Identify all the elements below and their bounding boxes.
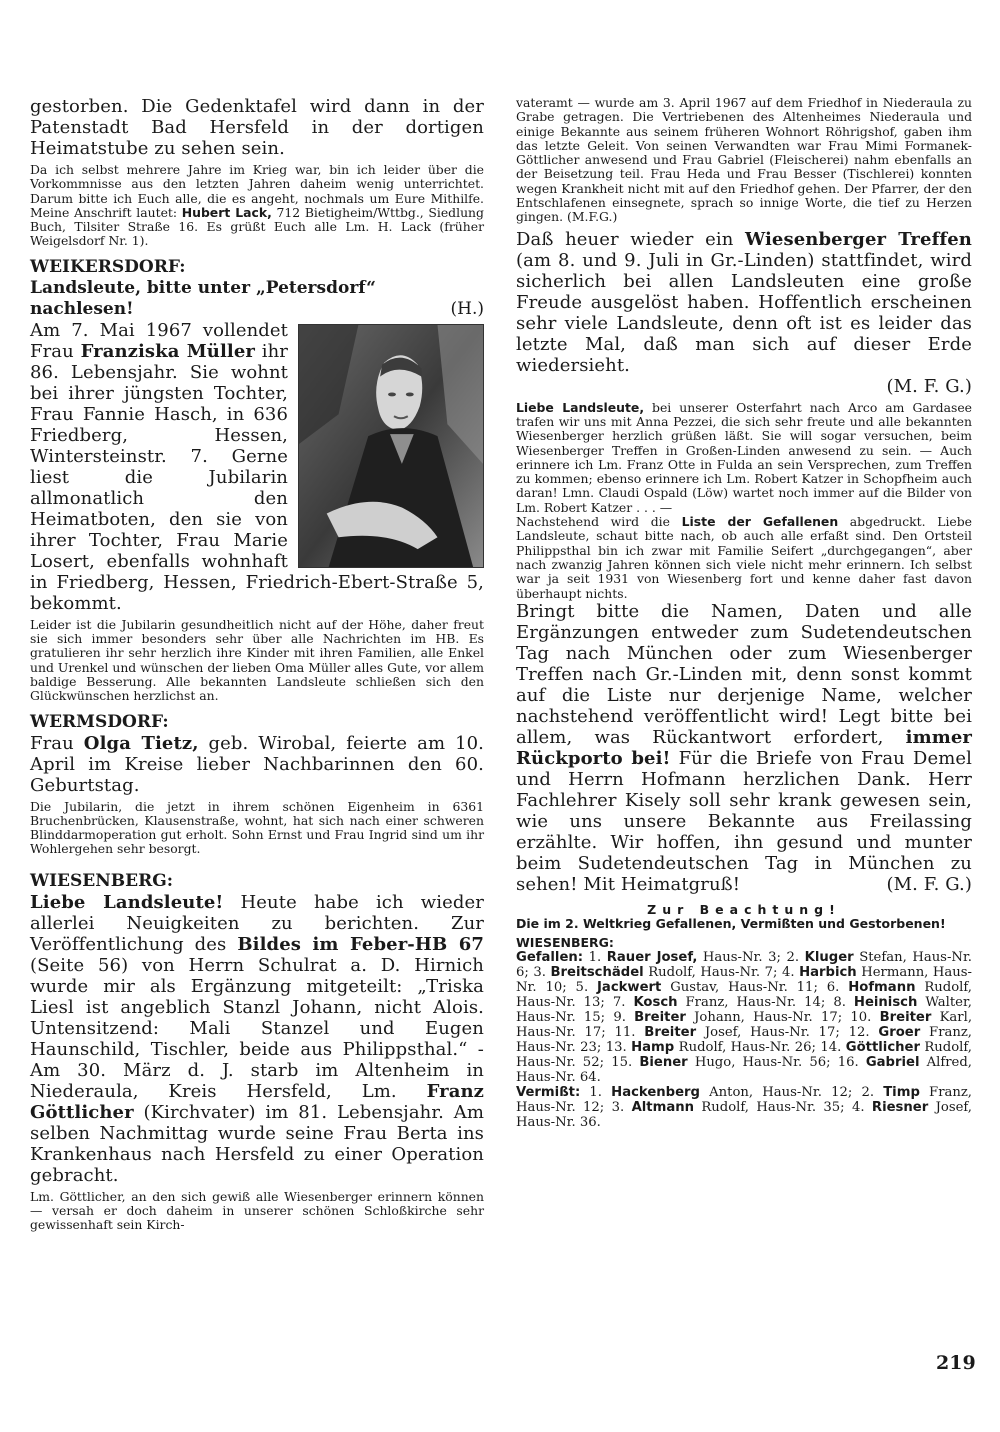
section-heading-wiesenberg: WIESENBERG: [30,870,174,891]
text: Heute habe ich wieder allerlei Neuigkeiten zu berichten. Zur Veröffentlichung des [30,891,484,955]
paragraph-wermsdorf [30,733,484,796]
text-bold: Liste der Gefallenen [681,514,839,530]
name-bold: Franz Göttlicher [30,1080,484,1123]
list-items [516,1085,972,1130]
left-column [30,96,484,1233]
greeting-bold: Liebe Landsleute, [516,399,645,415]
list-item-number: 6. [817,980,849,996]
list-item-details: Haus-Nr. 3; [697,950,781,966]
list-item-number: 12. [839,1025,879,1041]
list-item-number: 9. [605,1010,635,1026]
notice-subtitle: Die im 2. Weltkrieg Gefallenen, Vermißten und Gestorbenen! [516,916,946,932]
text: Da ich selbst mehrere Jahre im Krieg war, bin ich leider über die Vorkommnisse aus den letzten Jahren daheim wenig unterrichtet. Darum bitte ich Euch alle, die es angeht, nochmals um Eure Mithilfe. Meine Anschrift lautet: [30,162,484,220]
list-item-surname: Hackenberg [611,1085,700,1101]
text: geb. Wirobal, feierte am 10. April im Kreise lieber Nachbarinnen den 60. Geburtstag. [30,732,485,796]
list-item-details: Rudolf, Haus-Nr. 52; [516,1040,973,1071]
text: Nachstehend wird die [516,514,682,530]
paragraph-small [516,401,972,515]
list-item-details: Franz, Haus-Nr. 23; [516,1025,972,1056]
greeting-bold: Liebe Landsleute! [30,891,224,913]
list-item-surname: Groer [878,1025,921,1041]
list-item-details: Rudolf, Haus-Nr. 26; [674,1040,816,1056]
list-item-surname: Timp [883,1085,920,1101]
list-item-details: Josef, Haus-Nr. 17; [696,1025,840,1041]
list-item-number: 2. [780,950,805,966]
text: Daß heuer wieder ein [516,228,745,250]
paragraph-small: vateramt — wurde am 3. April 1967 auf dem Friedhof in Niederaula zu Grabe getragen. Die Vertriebenen des Altenheimes Niederaula und einige Bekannte aus seinem früheren Wohnort Röhrigshof, gaben ihm das letzte Geleit. Von seinen Verwandten war Frau Mimi Formanek-Göttlicher anwesend und Frau Gabriel (Fleischerei) nahm ebenfalls an der Beisetzung teil. Frau Heda und Frau Besser (Tischlerei) konnten wegen Krankheit nicht mit auf den Friedhof gehen. Der Pfarrer, der den Entschlafenen einsegnete, sprach so innige Worte, die tief zu Herzen gingen. (M.F.G.) [516,95,972,225]
section-heading-wermsdorf: WERMSDORF: [30,711,169,732]
list-item-number: 14. [815,1040,846,1056]
portrait-photo [298,324,484,568]
list-item-number: 15. [604,1055,640,1071]
right-column [516,96,972,1130]
list-items [516,950,972,1085]
list-item-number: 1. [583,950,607,966]
list-item-details: Gustav, Haus-Nr. 11; [661,980,818,996]
list-item-surname: Hamp [631,1040,675,1056]
list-item-details: Karl, Haus-Nr. 17; [516,1010,973,1041]
list-item-number: 4. [844,1100,872,1116]
list-item-surname: Heinisch [853,995,918,1011]
list-item-details: Johann, Haus-Nr. 17; [685,1010,843,1026]
notice-heading-wiesenberg: WIESENBERG: [516,934,614,950]
list-item-number: 1. [580,1085,612,1101]
list-item-surname: Kosch [633,995,678,1011]
text: Für die Briefe von Frau Demel und Herrn Hofmann herzlichen Dank. Herr Fachlehrer Kisely soll sehr krank gewesen sein, wie uns unsere Bekannte aus Freilassing erzählte. Wir hoffen, ihn gesund und munter beim Sudetendeutschen Tag in München zu sehen! Mit Heimatgruß! [516,747,972,895]
paragraph-bringt [516,601,972,895]
list-gefallen [516,950,972,1085]
section-subheading [30,278,484,320]
list-item-details: Rudolf, Haus-Nr. 7; [643,965,778,981]
list-item-number: 3. [528,965,551,981]
text-bold: Bildes im Feber-HB 67 [237,933,484,955]
paragraph-small [30,163,484,249]
text: abgedruckt. Liebe Landsleute, schaut bitte nach, ob auch alle erfaßt sind. Den Ortsteil Philippsthal bin ich zwar mit Familie Seifert „durchgegangen“, aber nach zwanzig Jahren können sich viele nicht mehr erinnern. Ich selbst war ja seit 1931 von Wiesenberg fort und kenne daher fast davon überhaupt nichts. [516,514,973,601]
list-item-surname: Breiter [634,1010,686,1026]
list-item-details: Stefan, Haus-Nr. 6; [516,950,972,981]
list-item-details: Franz, Haus-Nr. 12; [516,1085,972,1116]
list-item-details: Hermann, Haus-Nr. 10; [516,965,972,996]
list-item-details: Franz, Haus-Nr. 14; [677,995,826,1011]
text: Bringt bitte die Namen, Daten und alle Ergänzungen entweder zum Sudetendeutschen Tag nach München oder zum Wiesenberger Treffen nach Gr.-Linden mit, denn sonst kommt auf die Liste nur derjenige Name, welcher nachstehend veröffentlicht wird! Legt bitte bei allem, was Rückantwort erfordert, [516,600,972,748]
section-heading-weikersdorf: WEIKERSDORF: [30,256,186,277]
list-item-surname: Jackwert [597,980,662,996]
list-item-details: Walter, Haus-Nr. 15; [516,995,972,1026]
paragraph: gestorben. Die Gedenktafel wird dann in der Patenstadt Bad Hersfeld in der dortigen Heimatstube zu sehen sein. [30,96,484,159]
list-label: Gefallen: [516,950,584,966]
paragraph-wiesenberg [30,892,484,1186]
text: bei unserer Osterfahrt nach Arco am Gardasee trafen wir uns mit Anna Pezzei, die sich sehr freute und alle bekannten Wiesenberger herzlich grüßen läßt. Sie will sogar versuchen, beim Wiesenberger Treffen in Großen-Linden anwesend zu sein. — Auch erinnere ich Lm. Franz Otte in Fulda an sein Versprechen, zum Treffen zu kommen; ebenso erinnere ich Lm. Robert Katzer in Schopfheim auch daran! Lmn. Claudi Ospald (Löw) wartet noch immer auf die Bilder von Lm. Robert Katzer . . . — [516,399,972,515]
list-item-surname: Riesner [871,1100,929,1116]
list-item-surname: Breiter [879,1010,932,1026]
paragraph-small: Leider ist die Jubilarin gesundheitlich nicht auf der Höhe, daher freut sie sich immer besonders sehr über alle Nachrichten im HB. Es gratulieren ihr sehr herzlich ihre Kinder mit ihren Familien, alle Enkel und Urenkel und wünschen der lieben Oma Müller alles Gute, vor allem baldige Besserung. Alle bekannten Landsleute schließen sich den Glückwünschen herzlichst an. [30,616,484,704]
list-item-number: 7. [604,995,634,1011]
list-item-details: Anton, Haus-Nr. 12; [700,1085,853,1101]
page-number: 219 [936,1352,976,1374]
list-item-details: Hugo, Haus-Nr. 56; [687,1055,831,1071]
notice-title: Zur Beachtung! [647,901,841,917]
list-item-surname: Breiter [644,1025,697,1041]
list-item-number: 5. [566,980,598,996]
list-item-number: 4. [777,965,800,981]
list-item-number: 3. [604,1100,632,1116]
paragraph-small: Die Jubilarin, die jetzt in ihrem schönen Eigenheim in 6361 Bruchenbrücken, Klausenstraße, wohnt, hat sich nach einer schweren Blinddarmoperation gut erholt. Sohn Ernst und Frau Ingrid sind um ihr Wohlergehen sehr besorgt. [30,798,484,857]
list-item-number: 2. [852,1085,884,1101]
list-item-surname: Harbich [799,965,857,981]
list-item-details: Josef, Haus-Nr. 36. [516,1100,972,1131]
list-item-surname: Kluger [804,950,854,966]
text: (am 8. und 9. Juli in Gr.-Linden) stattfindet, wird sicherlich bei allen Landsleuten eine große Freude ausgelöst haben. Hoffentlich erscheinen sehr viele Landsleute, denn oft ist es leider das letzte Mal, daß man sich auf dieser Erde wiedersieht. [516,249,972,376]
list-label: Vermißt: [516,1085,581,1101]
list-item-details: Rudolf, Haus-Nr. 35; [694,1100,845,1116]
list-item-surname: Gabriel [865,1055,920,1071]
list-item-number: 8. [825,995,854,1011]
signature: (M. F. G.) [886,375,972,397]
text: ihr 86. Lebensjahr. Sie wohnt bei ihrer jüngsten Tochter, Frau Fannie Hasch, in 636 Friedberg, Hessen, Wintersteinstr. 7. Gerne liest die Jubilarin allmonatlich den Heimatboten, den sie von ihrer Tochter, Frau Marie Losert, ebenfalls wohnhaft in Friedberg, Hessen, Friedrich-Ebert-Straße 5, bekommt. [30,340,484,614]
list-item-surname: Rauer Josef, [606,950,698,966]
name-bold: Franziska Müller [80,340,255,362]
signature: (H.) [450,298,484,319]
text: Landsleute, bitte unter „Petersdorf“ nachlesen! [30,277,376,319]
list-item-surname: Göttlicher [845,1040,920,1056]
name-bold: Olga Tietz, [83,732,199,754]
signature: (M. F. G.) [886,873,972,895]
text-bold: Wiesenberger Treffen [745,228,972,250]
list-item-surname: Altmann [631,1100,695,1116]
text: (Seite 56) von Herrn Schulrat a. D. Hirnich wurde mir als Ergänzung mitgeteilt: „Triska Liesl ist angeblich Stanzl Johann, nicht Alois. Untensitzend: Mali Stanzel und Eugen Haunschild, Tischler, beide aus Philippsthal.“ - Am 30. März d. J. starb im Altenheim in Niederaula, Kreis Hersfeld, Lm. [30,954,484,1102]
list-item-details: Alfred, Haus-Nr. 64. [516,1055,972,1086]
list-item-surname: Biener [639,1055,688,1071]
list-item-number: 11. [605,1025,645,1041]
text: 712 Bietigheim/Wttbg., Siedlung Buch, Tilsiter Straße 16. Es grüßt Euch alle Lm. H. Lack (früher Weigelsdorf Nr. 1). [30,204,484,249]
list-item-number: 10. [842,1010,880,1026]
text: (Kirchvater) im 81. Lebensjahr. Am selben Nachmittag wurde seine Frau Berta ins Krankenhaus nach Hersfeld zu einer Operation gebracht. [30,1101,484,1186]
list-item-surname: Breitschädel [550,965,644,981]
list-item-number: 13. [601,1040,632,1056]
list-item-details: Rudolf, Haus-Nr. 13; [516,980,972,1011]
paragraph-small: Lm. Göttlicher, an den sich gewiß alle Wiesenberger erinnern können — versah er doch daheim in unserer schönen Schloßkirche sehr gewissenhaft sein Kirch- [30,1188,484,1233]
name-bold: Hubert Lack, [181,204,272,220]
text-bold: immer Rückporto bei! [516,726,972,769]
list-item-number: 16. [830,1055,866,1071]
paragraph-small [516,515,972,601]
list-vermisst [516,1085,972,1130]
text: Am 7. Mai 1967 vollendet Frau [30,319,288,362]
text: Frau [30,732,84,754]
list-item-surname: Hofmann [848,980,916,996]
paragraph-treffen [516,229,972,376]
